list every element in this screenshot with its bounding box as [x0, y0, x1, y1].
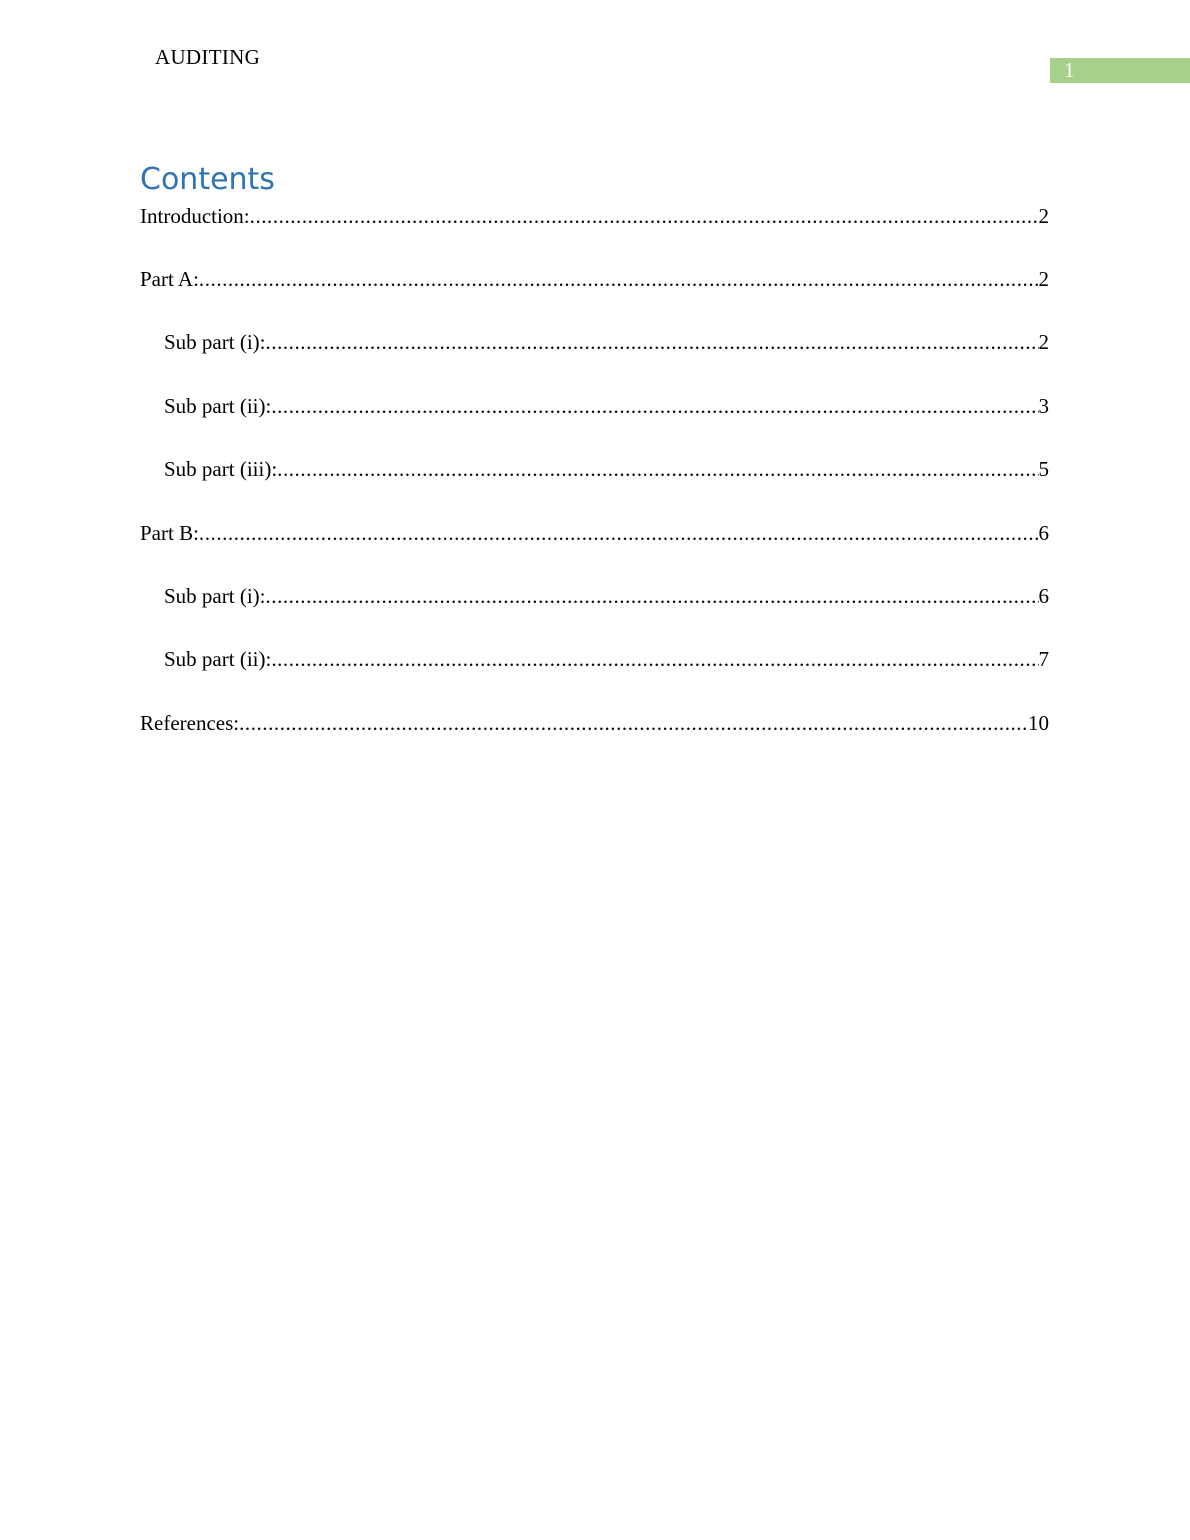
toc-entry-introduction[interactable]	[140, 200, 1049, 232]
toc-entry-label: Sub part (iii):	[164, 457, 278, 481]
toc-entry-part-a-sub-iii[interactable]	[140, 453, 1049, 485]
toc-entry-page: 2	[1038, 267, 1049, 291]
toc-dot-leader	[277, 453, 1038, 485]
toc-dot-leader	[199, 263, 1039, 295]
toc-entry-label: References:	[140, 711, 240, 735]
running-head: AUDITING	[155, 45, 261, 69]
toc-entry-page: 7	[1038, 647, 1049, 671]
toc-entry-label: Sub part (ii):	[164, 647, 272, 671]
toc-entry-part-b-sub-i[interactable]	[140, 580, 1049, 612]
page-number-badge	[1050, 58, 1190, 83]
toc-dot-leader	[250, 200, 1039, 232]
toc-entry-label: Introduction:	[140, 204, 250, 228]
toc-dot-leader	[265, 326, 1038, 358]
toc-dot-leader	[271, 390, 1038, 422]
toc-entry-references[interactable]	[140, 707, 1049, 739]
toc-entry-page: 6	[1038, 521, 1049, 545]
toc-dot-leader	[239, 707, 1028, 739]
toc-entry-page: 6	[1038, 584, 1049, 608]
toc-dot-leader	[199, 517, 1039, 549]
toc-entry-part-b-sub-ii[interactable]	[140, 643, 1049, 675]
toc-entry-page: 10	[1028, 711, 1049, 735]
toc-entry-label: Sub part (ii):	[164, 394, 272, 418]
toc-entry-part-a-sub-ii[interactable]	[140, 390, 1049, 422]
toc-heading: Contents	[140, 162, 275, 197]
toc-entry-part-a-sub-i[interactable]	[140, 326, 1049, 358]
toc-entry-label: Sub part (i):	[164, 584, 266, 608]
toc-entry-label: Part B:	[140, 521, 199, 545]
toc-entry-part-a[interactable]	[140, 263, 1049, 295]
toc-entry-page: 2	[1038, 204, 1049, 228]
toc-entry-page: 5	[1038, 457, 1049, 481]
toc-dot-leader	[271, 643, 1038, 675]
toc-entry-page: 3	[1038, 394, 1049, 418]
toc-entry-part-b[interactable]	[140, 517, 1049, 549]
toc-entry-label: Part A:	[140, 267, 199, 291]
toc-entry-label: Sub part (i):	[164, 330, 266, 354]
toc-entry-page: 2	[1038, 330, 1049, 354]
toc-dot-leader	[265, 580, 1038, 612]
page-number: 1	[1064, 58, 1075, 82]
